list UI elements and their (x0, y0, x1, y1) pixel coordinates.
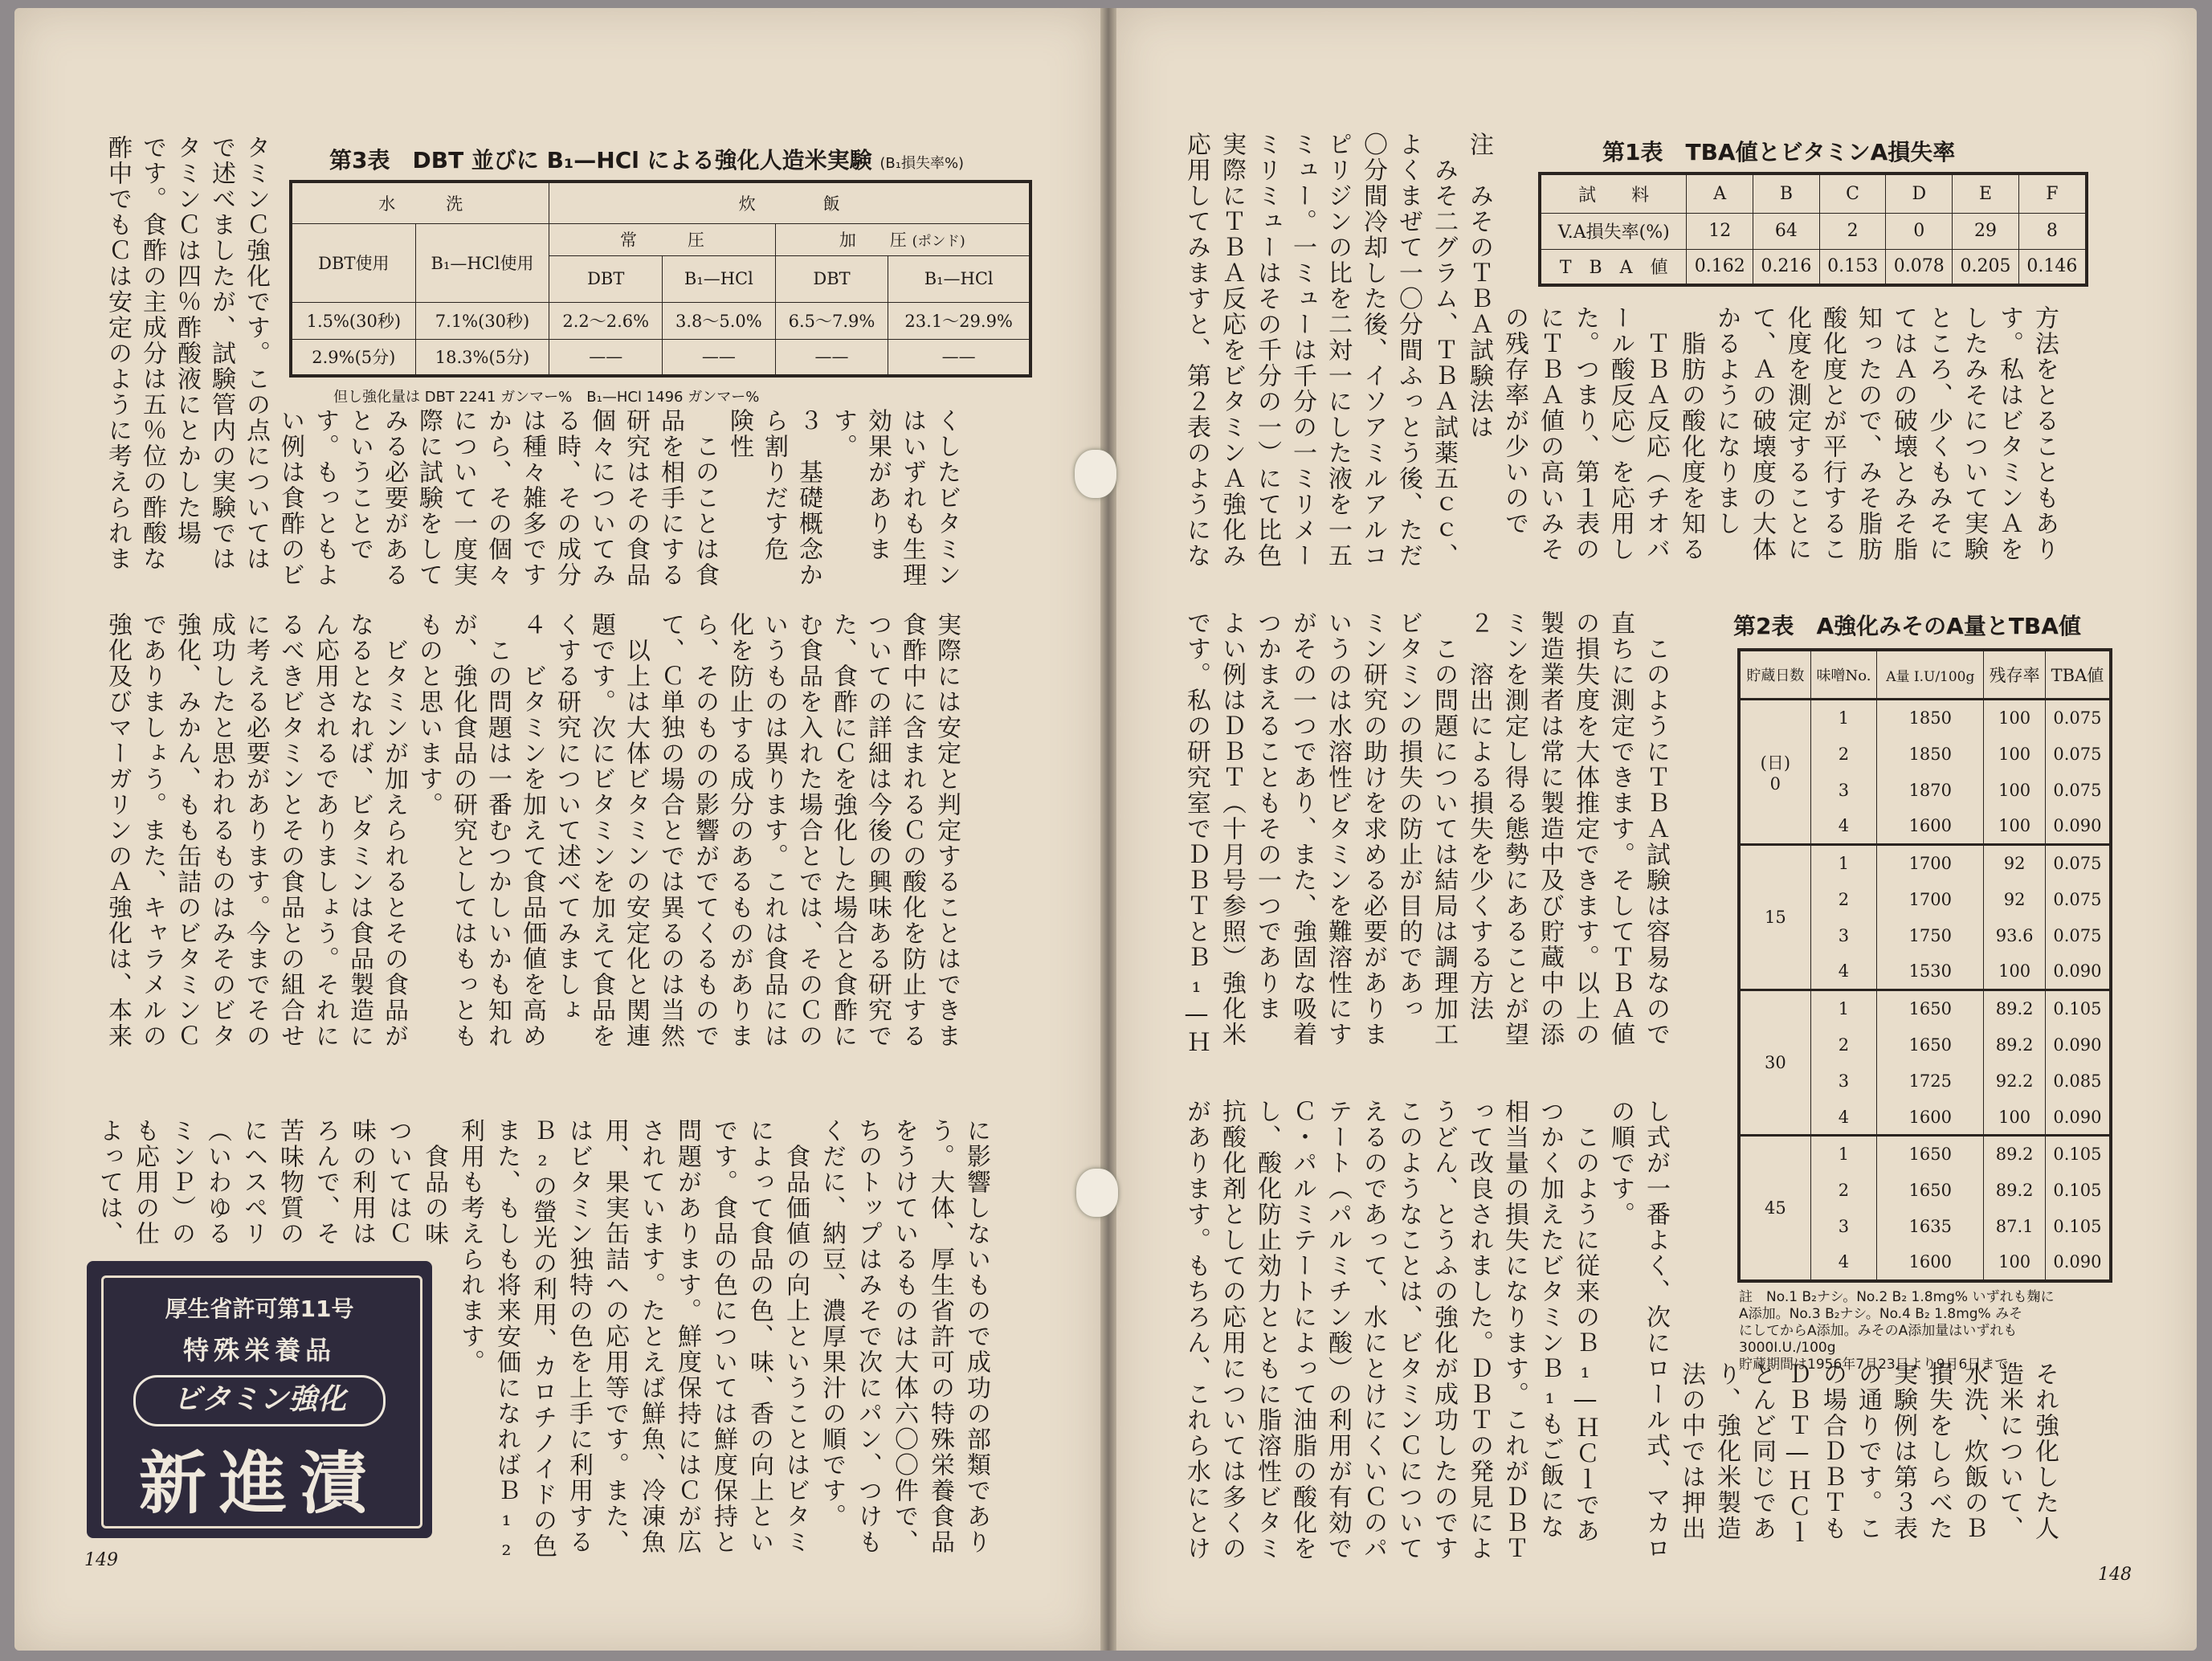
text-column: がその一つであり、また、強固な吸着 (1288, 610, 1316, 1047)
text-column: なるとなれば、ビタミンは食品製造に (345, 612, 373, 1049)
table-row (1739, 700, 2111, 736)
text-column: の場合ＤＢＴも (1818, 1361, 1847, 1541)
table-cell: 1 (1810, 990, 1877, 1026)
text-column: はビタミン独特の色を上手に利用する (565, 1118, 593, 1555)
table-cell: 0.090 (2045, 809, 2111, 845)
text-column: 品を相手にする (656, 408, 684, 588)
day-value: 30 (1764, 1053, 1786, 1073)
text-column: 法の中では押出 (1677, 1361, 1705, 1541)
text-column: ら、そのものの影響がでてくるもので (691, 612, 719, 1049)
text-column: この問題については結局は調理加工 (1430, 636, 1458, 1047)
text-column: ものと思います。 (414, 612, 443, 818)
text-column: ろんで、そ (312, 1118, 340, 1247)
table-cell: T B A 値 (1540, 249, 1687, 285)
table-cell: 92 (1984, 845, 2046, 881)
table-cell: 0.090 (2045, 1245, 2111, 1281)
text-column: 相当量の損失になります。これがＤＢＴ (1500, 1099, 1528, 1561)
table-cell: 1635 (1877, 1208, 1984, 1244)
text-column: このようなことは、ビタミンＣについて (1394, 1099, 1422, 1561)
text-column: いうのは水溶性ビタミンを難溶性にす (1324, 610, 1352, 1047)
text-column: す。 (829, 408, 857, 459)
text-column: ついてはＣ (384, 1118, 412, 1247)
table-cell: 0.105 (2045, 990, 2111, 1026)
table2-header-a-amount: A量 I.U/100g (1877, 650, 1984, 700)
day-unit: (日) (1760, 753, 1791, 773)
table-cell: 4 (1810, 954, 1877, 990)
text-column: ＴＢＡ反応（チオバ (1642, 331, 1670, 562)
text-column: ミリミューはその千分の一）にて比色 (1253, 132, 1281, 569)
text-column: くだに、納豆、濃厚果汁の順です。 (818, 1118, 846, 1529)
text-column: ついての詳細は今後の興味ある研究で (863, 612, 892, 1049)
table-cell: 93.6 (1984, 917, 2046, 953)
table-cell: 1650 (1877, 1026, 1984, 1063)
text-column: 以上は大体ビタミンの安定化と関連 (622, 638, 650, 1049)
table2-day-cell (1739, 990, 1810, 1136)
text-column: です。食酢の主成分は五％位の酢酸な (138, 135, 166, 572)
table-cell: 64 (1753, 213, 1820, 249)
staple-lower (1076, 1169, 1118, 1217)
text-column: よい例はＤＢＴ（十月号参照）強化米 (1218, 610, 1246, 1047)
table-cell: 1 (1810, 1136, 1877, 1172)
table-cell: 3 (1810, 772, 1877, 808)
text-column: 酸化度とが平行するこ (1818, 305, 1847, 562)
text-column: 応用してみますと、第２表のようにな (1182, 132, 1210, 569)
table-cell: 1650 (1877, 1172, 1984, 1208)
table-cell: 3 (1810, 1063, 1877, 1099)
text-column: よっては、 (95, 1118, 123, 1247)
text-column: うどん、とうふの強化が成功したのです (1430, 1099, 1458, 1561)
text-column: う。大体、厚生省許可の特殊栄養食品 (926, 1118, 954, 1555)
text-column: があります。もちろん、これら水にとけ (1182, 1099, 1210, 1561)
text-column: つかまえることもその一つでありま (1253, 610, 1281, 1022)
text-column: の順です。 (1606, 1099, 1635, 1227)
text-column: 〇分間冷却した後、イソアミルアルコ (1359, 132, 1387, 569)
text-column: みそ二グラム、ＴＢＡ試薬五ｃｃ、 (1430, 157, 1458, 569)
table2-title: 第2表 A強化みそのA量とTBA値 (1733, 613, 2081, 639)
footnote-line: 貯蔵期間は1956年7月23日より9月6日まで (1739, 1357, 2009, 1373)
table-cell: 1850 (1877, 736, 1984, 772)
table-cell: 89.2 (1984, 990, 2046, 1026)
text-column: えるのであって、水にとけにくいＣのパ (1359, 1099, 1387, 1561)
text-column: 抗酸化剤としての応用については多くの (1218, 1099, 1246, 1561)
table-cell: 0.075 (2045, 700, 2111, 736)
table-cell: 3 (1810, 917, 1877, 953)
text-column: 酢中でもＣは安定のように考えられま (104, 135, 132, 572)
table-cell: 1650 (1877, 1136, 1984, 1172)
text-column: 実験例は第３表 (1889, 1361, 1917, 1541)
table-row (291, 302, 1030, 339)
table-cell: 1600 (1877, 809, 1984, 845)
text-column: このように従来のＢ₁—ＨＣｌであ (1571, 1124, 1599, 1544)
table-cell: —— (549, 339, 663, 376)
table-cell: 18.3%(5分) (415, 339, 549, 376)
table-cell: 0.105 (2045, 1208, 2111, 1244)
text-column: ビタミンの損失の防止が目的であっ (1394, 610, 1422, 1022)
table-cell: 4 (1810, 1245, 1877, 1281)
text-column: ール酸反応）を応用し (1606, 305, 1635, 562)
text-column: ミン研究の助けを求める必要がありま (1359, 610, 1387, 1047)
text-column: す。もっともよ (311, 408, 339, 588)
text-column: ちのトップはみそで次にパン、つけも (854, 1118, 882, 1555)
text-column: 食品の味 (420, 1144, 448, 1247)
table-cell: 0.075 (2045, 845, 2111, 881)
text-column: ＤＢＴ—ＨＣｌ (1783, 1361, 1811, 1545)
table-cell: 3 (1810, 1208, 1877, 1244)
table-cell: 89.2 (1984, 1136, 2046, 1172)
table-cell: 2 (1819, 213, 1886, 249)
table-cell: V.A損失率(%) (1540, 213, 1687, 249)
day-value: 0 (1769, 774, 1781, 794)
text-column: タミンＣは四％酢酸液にとかした場 (173, 135, 201, 546)
table1-header: D (1886, 173, 1953, 213)
table2-header-days: 貯蔵日数 (1739, 650, 1810, 700)
text-column: ん応用されるでありましょう。それに (311, 612, 339, 1049)
table-cell: 3.8〜5.0% (663, 302, 776, 339)
text-column: です。私の研究室でＤＢＴとＢ₁—Ｈ (1182, 610, 1210, 1055)
text-column: このことは食 (691, 408, 719, 588)
table-cell: 7.1%(30秒) (415, 302, 549, 339)
table-cell: 0.105 (2045, 1136, 2111, 1172)
table-cell: 0.090 (2045, 954, 2111, 990)
table3-col-b1-press: B₁—HCl (888, 255, 1030, 302)
table2-day-cell (1739, 1136, 1810, 1281)
text-column: の損失度を大体推定できます。以上の (1571, 610, 1599, 1047)
ad-permit-number: 厚生省許可第11号 (165, 1296, 354, 1322)
table3-col-dbt-press: DBT (775, 255, 888, 302)
table-cell: 4 (1810, 1100, 1877, 1136)
table2-header-retention: 残存率 (1984, 650, 2046, 700)
text-column: 実際にＴＢＡ反応をビタミンＡ強化み (1218, 132, 1246, 569)
table-cell: 87.1 (1984, 1208, 2046, 1244)
advertisement (87, 1261, 432, 1538)
text-column: 際に試験をして (414, 408, 443, 588)
table1-header-sample: 試 料 (1540, 173, 1687, 213)
table-cell: —— (775, 339, 888, 376)
footnote-line: 註 No.1 B₂ナシ。No.2 B₂ 1.8mg% いずれも麹に (1739, 1289, 2055, 1305)
text-column: 化度を測定することに (1783, 305, 1811, 562)
text-column: 損失をしらべた (1924, 1361, 1953, 1541)
text-column: に影響しないもので成功の部類であり (962, 1118, 990, 1555)
text-column: ミュー。一ミューは千分の一ミリメー (1288, 132, 1316, 569)
text-column: です。食品の色については鮮度保持と (709, 1118, 737, 1555)
text-column: し、酸化防止効力とともに脂溶性ビタミ (1253, 1099, 1281, 1561)
day-value: 15 (1764, 908, 1786, 928)
ad-category: 特殊栄養品 (182, 1335, 336, 1365)
text-column: り、強化米製造 (1712, 1361, 1741, 1541)
text-column: 知ったので、みそ脂肪 (1854, 305, 1882, 562)
text-column: ところ、少くもみそに (1924, 305, 1953, 562)
table-cell: 2 (1810, 1026, 1877, 1063)
text-column: 食酢中に含まれるＣの酸化を防止する (898, 612, 926, 1049)
table-cell: 100 (1984, 1100, 2046, 1136)
footnote-line: A添加。No.3 B₂ナシ。No.4 B₂ 1.8mg% みそ (1739, 1306, 2023, 1322)
table-cell: 100 (1984, 954, 2046, 990)
ad-tagline: ビタミン強化 (133, 1375, 386, 1426)
table3-col-dbt-normal: DBT (549, 255, 663, 302)
table3-header-cook: 炊 飯 (549, 182, 1030, 223)
table1-title: 第1表 TBA値とビタミンA損失率 (1602, 139, 1956, 165)
page-number-right: 148 (2098, 1565, 2132, 1585)
table-cell: 4 (1810, 809, 1877, 845)
table-cell: 29 (1953, 213, 2019, 249)
table-cell: 0.153 (1819, 249, 1886, 285)
table-row (1739, 990, 2111, 1026)
footnote-line: 3000I.U./100g (1739, 1340, 1836, 1356)
text-column: つかく加えたビタミンＢ₁もご飯にな (1536, 1099, 1564, 1540)
table-cell: 0 (1886, 213, 1953, 249)
table-cell: 100 (1984, 809, 2046, 845)
text-column: かるようになりまし (1712, 305, 1741, 537)
table-cell: 100 (1984, 700, 2046, 736)
table-cell: 0.216 (1753, 249, 1820, 285)
text-column: 化を防止する成分のあるものがありま (725, 612, 753, 1049)
table-cell: 0.205 (1953, 249, 2019, 285)
book-gutter (1100, 8, 1116, 1651)
table-cell: 1530 (1877, 954, 1984, 990)
table-cell: 1700 (1877, 881, 1984, 917)
text-column: も応用の仕 (131, 1118, 159, 1247)
table-cell: 2.2〜2.6% (549, 302, 663, 339)
text-column: Ｂ₂の螢光の利用、カロチノイドの色 (529, 1118, 557, 1559)
text-column: 注 みそのＴＢＡ試験法は (1465, 132, 1493, 440)
text-column: みる必要がある (380, 408, 408, 588)
text-column: てはＡの破壊とみそ脂 (1889, 305, 1917, 562)
table-cell: 0.105 (2045, 1172, 2111, 1208)
footnote-line: にしてからA添加。みそのA添加量はいずれも (1739, 1323, 2018, 1339)
table-cell: 0.090 (2045, 1100, 2111, 1136)
ad-product-name: 新進漬 (138, 1444, 380, 1523)
text-column: ミンＰ）の (167, 1118, 195, 1247)
text-column: む食品を入れた場合とでは、そのＣの (794, 612, 822, 1049)
table-cell: —— (663, 339, 776, 376)
text-column: 脂肪の酸化度を知る (1677, 331, 1705, 562)
text-column: テート（パルミチン酸）の利用が有効で (1324, 1099, 1352, 1561)
table-cell: 100 (1984, 736, 2046, 772)
text-column: Ｃ・パルミテートによって油脂の酸化を (1288, 1099, 1316, 1561)
text-column: このようにＴＢＡ試験は容易なので (1642, 636, 1670, 1047)
text-column: タミンＣ強化です。この点については (242, 135, 270, 572)
text-column: 問題があります。鮮度保持にはＣが広 (673, 1118, 701, 1555)
text-column: 強化及びマーガリンのＡ強化は、本来 (104, 612, 132, 1049)
table-row (291, 339, 1030, 376)
table3 (289, 180, 1032, 378)
table-row (1739, 845, 2111, 881)
table3-title: 第3表 DBT 並びに B₁—HCl による強化人造米実験 (B₁損失率%) (329, 147, 965, 173)
text-column: また、もしも将来安価になればＢ₁₂ (492, 1118, 520, 1563)
table-cell: 92.2 (1984, 1063, 2046, 1099)
text-column: ということで (345, 408, 373, 562)
table3-header-press: 加 圧 (ポンド) (775, 223, 1030, 255)
text-column: た、食酢にＣを強化した場合と食酢に (829, 612, 857, 1049)
text-column: とんど同じであ (1748, 1361, 1776, 1541)
table-cell: 12 (1687, 213, 1753, 249)
table-cell: 1700 (1877, 845, 1984, 881)
text-column: 苦味物質の (275, 1118, 304, 1247)
text-column: それ強化した人 (2030, 1361, 2059, 1541)
table-cell: 2 (1810, 736, 1877, 772)
table-cell: 89.2 (1984, 1172, 2046, 1208)
text-column: る時、その成分 (553, 408, 581, 588)
table-cell: 92 (1984, 881, 2046, 917)
text-column: 効果がありま (863, 408, 892, 562)
table3-header-wash: 水 洗 (291, 182, 549, 223)
text-column: 成功したと思われるものはみそのビタ (207, 612, 235, 1049)
table-cell: 2 (1810, 1172, 1877, 1208)
text-column: ３ 基礎概念か (794, 408, 822, 588)
table-cell: —— (888, 339, 1030, 376)
table1-header: F (2018, 173, 2087, 213)
text-column: 題です。次にビタミンを加えて食品を (587, 612, 615, 1049)
table-cell: 0.075 (2045, 881, 2111, 917)
table-cell: 0.075 (2045, 772, 2111, 808)
table-row (1540, 213, 2087, 249)
text-column: 方法をとることもあり (2030, 305, 2059, 562)
table3-col-dbt-wash: DBT使用 (291, 223, 415, 302)
table3-header-normal: 常 圧 (549, 223, 775, 255)
table-cell: 0.078 (1886, 249, 1953, 285)
text-column: ピリジンの比を二対一にした液を一五 (1324, 132, 1352, 569)
text-column: 造米について、 (1995, 1361, 2023, 1541)
table1-header: E (1953, 173, 2019, 213)
table-cell: 0.146 (2018, 249, 2087, 285)
text-column: で述べましたが、試験管内の実験では (207, 135, 235, 572)
table-cell: 0.090 (2045, 1026, 2111, 1063)
table-row (1739, 1136, 2111, 1172)
table-cell: 2 (1810, 881, 1877, 917)
text-column: ビタミンが加えられるとその食品が (380, 638, 408, 1049)
table-cell: 0.085 (2045, 1063, 2111, 1099)
text-column: て、Ａの破壊度の大体 (1748, 305, 1776, 562)
text-column: でありましょう。また、キャラメルの (138, 612, 166, 1049)
text-column: 研究はその食品 (622, 408, 650, 588)
text-column: くする研究について述べてみましょ (553, 612, 581, 1023)
table-cell: 0.075 (2045, 917, 2111, 953)
text-column: にヘスペリ (239, 1118, 267, 1247)
text-column: はいずれも生理 (898, 408, 926, 588)
table1-header: A (1687, 173, 1753, 213)
text-column: って改良されました。ＤＢＴの発見によ (1465, 1099, 1493, 1561)
text-column: 食品価値の向上ということはビタミ (782, 1144, 810, 1555)
table-cell: 0.162 (1687, 249, 1753, 285)
text-column: にＴＢＡ値の高いみそ (1536, 305, 1564, 562)
text-column: から、その個々 (484, 408, 512, 588)
staple-upper (1075, 450, 1116, 498)
table3-footnote: 但し強化量は DBT 2241 ガンマー% B₁—HCl 1496 ガンマー% (333, 389, 760, 406)
text-column: に考える必要があります。今までその (242, 612, 270, 1049)
text-column: 水洗、炊飯のＢ (1960, 1361, 1988, 1541)
text-column: 実際には安定と判定することはできま (933, 612, 961, 1049)
table2-day-cell (1739, 845, 1810, 990)
table2 (1737, 648, 2112, 1283)
text-column: ４ ビタミンを加えて食品価値を高め (518, 612, 546, 1049)
text-column: て、Ｃ単独の場合とでは異るのは当然 (656, 612, 684, 1049)
table-cell: 1600 (1877, 1245, 1984, 1281)
text-column: ２ 溶出による損失を少くする方法 (1465, 610, 1493, 1022)
table-cell: 1870 (1877, 772, 1984, 808)
table-cell: 1650 (1877, 990, 1984, 1026)
page-number-left: 149 (84, 1550, 118, 1570)
text-column: について一度実 (449, 408, 477, 588)
text-column: されています。たとえば鮮魚、冷凍魚 (637, 1118, 665, 1555)
table-cell: 100 (1984, 1245, 2046, 1281)
text-column: ミンを測定し得る態勢にあることが望 (1500, 610, 1528, 1047)
text-column: をうけているものは大体六〇〇件で、 (890, 1118, 918, 1555)
text-column: た。つまり、第１表の (1571, 305, 1599, 562)
text-column: し式が一番よく、次にロール式、マカロ (1642, 1099, 1670, 1561)
text-column: この問題は一番むつかしいかも知れ (484, 638, 512, 1049)
text-column: は種々雑多です (518, 408, 546, 588)
table-cell: 1 (1810, 700, 1877, 736)
text-column: の通りです。こ (1854, 1361, 1882, 1541)
table3-col-b1-wash: B₁—HCl使用 (415, 223, 549, 302)
text-column: るべきビタミンとその食品との組合せ (276, 612, 304, 1049)
table-cell: 1.5%(30秒) (291, 302, 415, 339)
table-cell: 1600 (1877, 1100, 1984, 1136)
table2-header-tba: TBA値 (2045, 650, 2111, 700)
table1-header: C (1819, 173, 1886, 213)
table2-day-cell (1739, 700, 1810, 845)
text-column: 強化、みかん、もも缶詰のビタミンＣ (173, 612, 201, 1049)
text-column: が、強化食品の研究としてはもっとも (449, 612, 477, 1049)
text-column: 個々についてみ (587, 408, 615, 588)
table2-header-miso-no: 味噌No. (1810, 650, 1877, 700)
table-cell: 23.1〜29.9% (888, 302, 1030, 339)
text-column: 利用も考えられます。 (456, 1118, 484, 1375)
table-cell: 8 (2018, 213, 2087, 249)
table-cell: 1850 (1877, 700, 1984, 736)
table3-col-b1-normal: B₁—HCl (663, 255, 776, 302)
text-column: したみそについて実験 (1960, 305, 1988, 562)
text-column: 険性 (725, 408, 753, 459)
text-column: 味の利用は (348, 1118, 376, 1247)
table-cell: 1 (1810, 845, 1877, 881)
table-cell: 100 (1984, 772, 2046, 808)
day-value: 45 (1764, 1198, 1786, 1218)
text-column: いうものは異ります。これは食品には (760, 612, 788, 1049)
text-column: の残存率が少いので (1500, 305, 1528, 537)
table-cell: 6.5〜7.9% (775, 302, 888, 339)
table-cell: 1750 (1877, 917, 1984, 953)
text-column: 直ちに測定できます。そしてＴＢＡ値 (1606, 610, 1635, 1047)
text-column: によって食品の色、味、香の向上とい (745, 1118, 773, 1555)
table-cell: 1725 (1877, 1063, 1984, 1099)
text-column: い例は食酢のビ (276, 408, 304, 588)
text-column: くしたビタミン (933, 408, 961, 588)
text-column: 用、果実缶詰への応用等です。また、 (601, 1118, 629, 1555)
table1 (1538, 172, 2088, 287)
text-column: す。私はビタミンＡを (1995, 305, 2023, 562)
text-column: 製造業者は常に製造中及び貯蔵中の添 (1536, 610, 1564, 1047)
table-cell: 0.075 (2045, 736, 2111, 772)
table1-header: B (1753, 173, 1820, 213)
table-row (1540, 249, 2087, 285)
table-cell: 2.9%(5分) (291, 339, 415, 376)
table-cell: 89.2 (1984, 1026, 2046, 1063)
text-column: （いわゆる (203, 1118, 231, 1247)
text-column: よくまぜて一〇分間ふっとう後、ただ (1394, 132, 1422, 569)
text-column: ら割りだす危 (760, 408, 788, 562)
